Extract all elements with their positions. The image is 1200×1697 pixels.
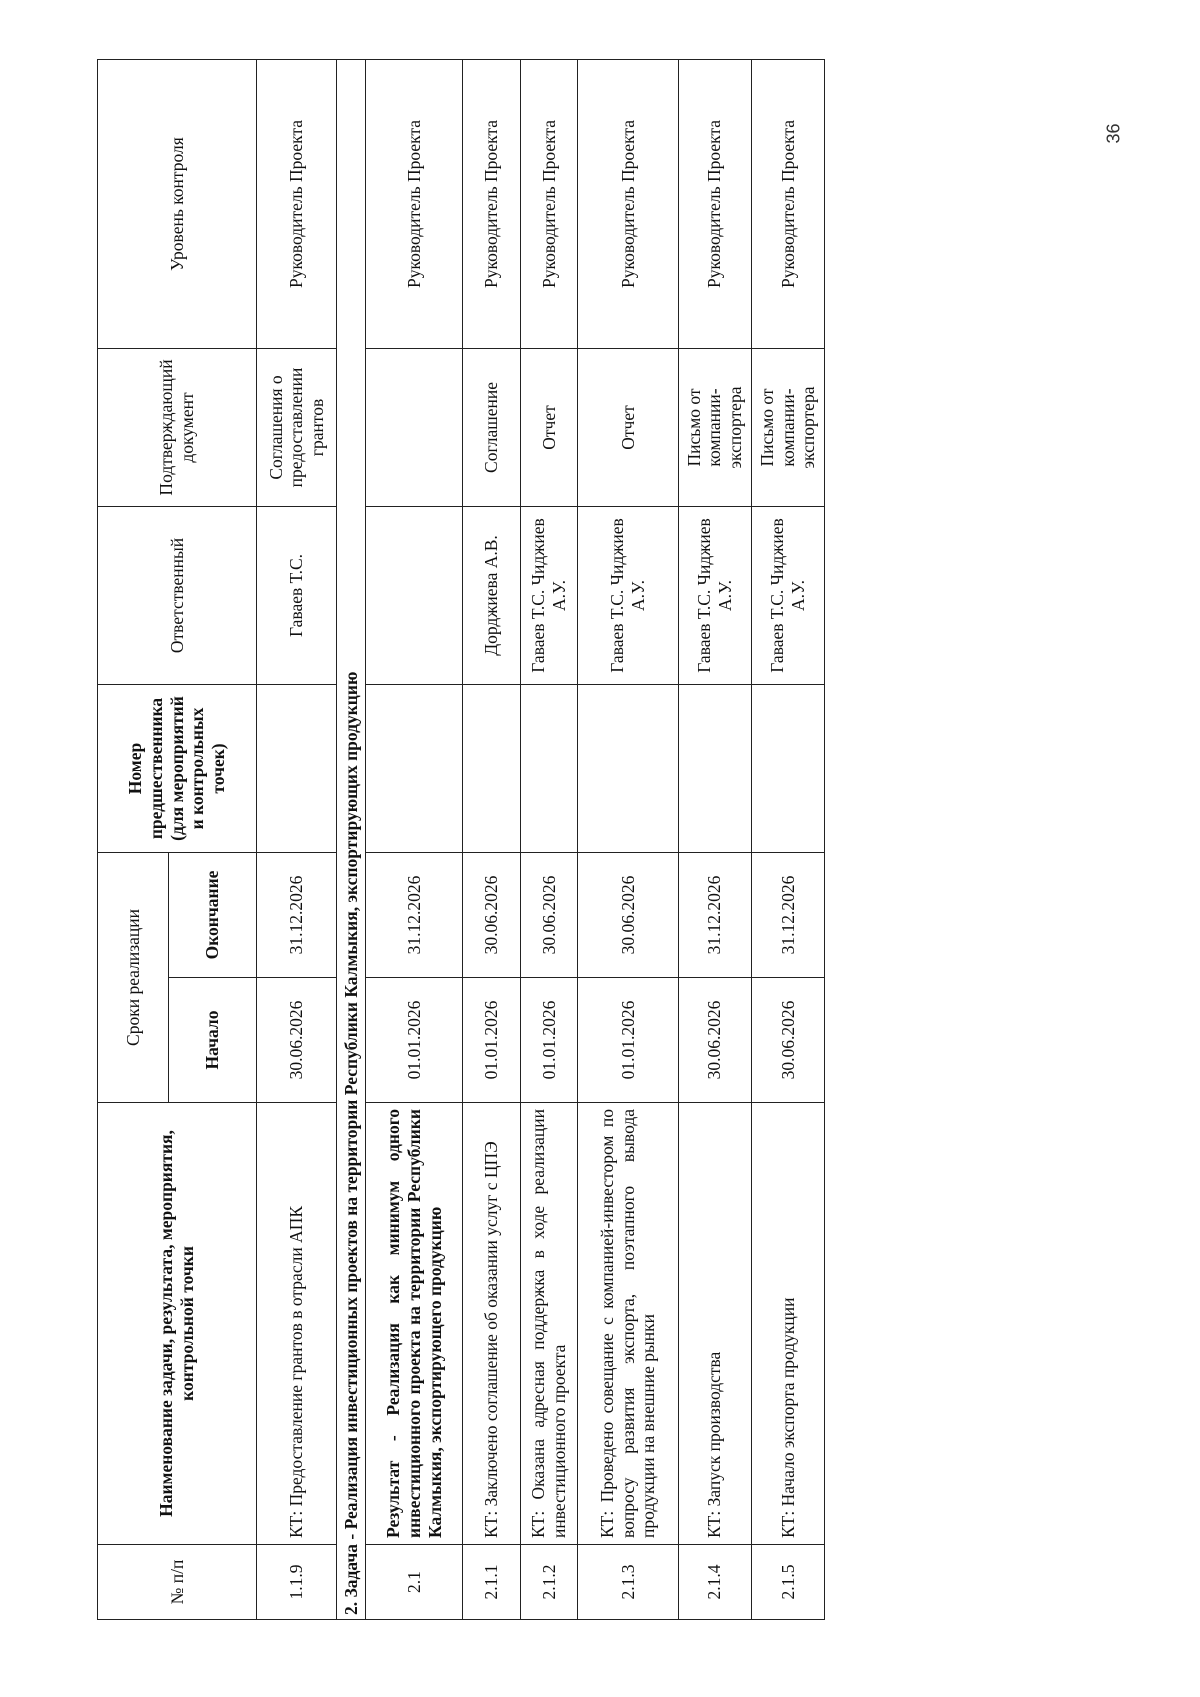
row-num: 2.1.4 [678, 1545, 751, 1620]
row-document: Отчет [520, 348, 577, 506]
row-control: Руководитель Проекта [578, 59, 678, 348]
row-responsible: Дорджиева А.В. [463, 506, 520, 684]
row-name: Результат - Реализация как минимум одного инвестиционного проекта на территории Республики Калмыкия, экспортирующего продукцию [366, 1103, 463, 1545]
project-plan-table [97, 59, 825, 1620]
header-end: Окончание [169, 852, 257, 977]
row-end: 31.12.2026 [256, 852, 336, 977]
row-name: КТ: Запуск производства [678, 1103, 751, 1545]
section-title: 2. Задача - Реализация инвестиционных проектов на территории Республики Калмыкия, экспортирующих продукцию [337, 59, 366, 1619]
table-row [578, 59, 678, 1619]
row-predecessor [463, 684, 520, 852]
row-num: 2.1.3 [578, 1545, 678, 1620]
page-number: 36 [1103, 123, 1124, 144]
row-document: Соглашения о предоставлении грантов [256, 348, 336, 506]
row-document: Письмо от компании-экспортера [751, 348, 824, 506]
table-row [751, 59, 824, 1619]
row-predecessor [578, 684, 678, 852]
row-end: 31.12.2026 [678, 852, 751, 977]
row-responsible: Гаваев Т.С. [256, 506, 336, 684]
header-num: № п/п [98, 1545, 257, 1620]
header-control: Уровень контроля [98, 59, 257, 348]
row-name: КТ: Заключено соглашение об оказании услуг с ЦПЭ [463, 1103, 520, 1545]
row-control: Руководитель Проекта [678, 59, 751, 348]
row-document: Письмо от компании-экспортера [678, 348, 751, 506]
row-end: 30.06.2026 [520, 852, 577, 977]
section-row [337, 59, 366, 1619]
header-terms: Сроки реализации [98, 852, 169, 1102]
row-num: 2.1 [366, 1545, 463, 1620]
table-row [366, 59, 463, 1619]
row-responsible: Гаваев Т.С. Чиджиев А.У. [678, 506, 751, 684]
row-responsible [366, 506, 463, 684]
row-name: КТ: Проведено совещание с компанией-инвестором по вопросу развития экспорта, поэтапного вывода продукции на внешние рынки [578, 1103, 678, 1545]
row-start: 30.06.2026 [256, 978, 336, 1103]
row-start: 30.06.2026 [678, 978, 751, 1103]
row-num: 1.1.9 [256, 1545, 336, 1620]
row-start: 01.01.2026 [366, 978, 463, 1103]
row-predecessor [751, 684, 824, 852]
table-row [678, 59, 751, 1619]
row-document [366, 348, 463, 506]
row-name: КТ: Предоставление грантов в отрасли АПК [256, 1103, 336, 1545]
row-control: Руководитель Проекта [366, 59, 463, 348]
row-end: 30.06.2026 [578, 852, 678, 977]
table-row [463, 59, 520, 1619]
rotated-table-sheet [97, 60, 825, 1620]
header-start: Начало [169, 978, 257, 1103]
row-end: 30.06.2026 [463, 852, 520, 977]
table-row [256, 59, 336, 1619]
row-num: 2.1.5 [751, 1545, 824, 1620]
row-control: Руководитель Проекта [256, 59, 336, 348]
row-num: 2.1.2 [520, 1545, 577, 1620]
row-num: 2.1.1 [463, 1545, 520, 1620]
row-name: КТ: Оказана адресная поддержка в ходе реализации инвестиционного проекта [520, 1103, 577, 1545]
row-end: 31.12.2026 [366, 852, 463, 977]
row-start: 01.01.2026 [520, 978, 577, 1103]
header-name: Наименование задачи, результата, мероприятия, контрольной точки [98, 1103, 257, 1545]
row-document: Соглашение [463, 348, 520, 506]
row-predecessor [678, 684, 751, 852]
row-responsible: Гаваев Т.С. Чиджиев А.У. [751, 506, 824, 684]
row-predecessor [520, 684, 577, 852]
row-document: Отчет [578, 348, 678, 506]
header-predecessor: Номер предшественника (для мероприятий и контрольных точек) [98, 684, 257, 852]
row-predecessor [256, 684, 336, 852]
header-responsible: Ответственный [98, 506, 257, 684]
row-name: КТ: Начало экспорта продукции [751, 1103, 824, 1545]
row-end: 31.12.2026 [751, 852, 824, 977]
table-row [520, 59, 577, 1619]
row-start: 30.06.2026 [751, 978, 824, 1103]
row-responsible: Гаваев Т.С. Чиджиев А.У. [578, 506, 678, 684]
row-control: Руководитель Проекта [751, 59, 824, 348]
row-responsible: Гаваев Т.С. Чиджиев А.У. [520, 506, 577, 684]
row-start: 01.01.2026 [578, 978, 678, 1103]
row-control: Руководитель Проекта [520, 59, 577, 348]
row-predecessor [366, 684, 463, 852]
row-start: 01.01.2026 [463, 978, 520, 1103]
row-control: Руководитель Проекта [463, 59, 520, 348]
header-document: Подтверждающий документ [98, 348, 257, 506]
